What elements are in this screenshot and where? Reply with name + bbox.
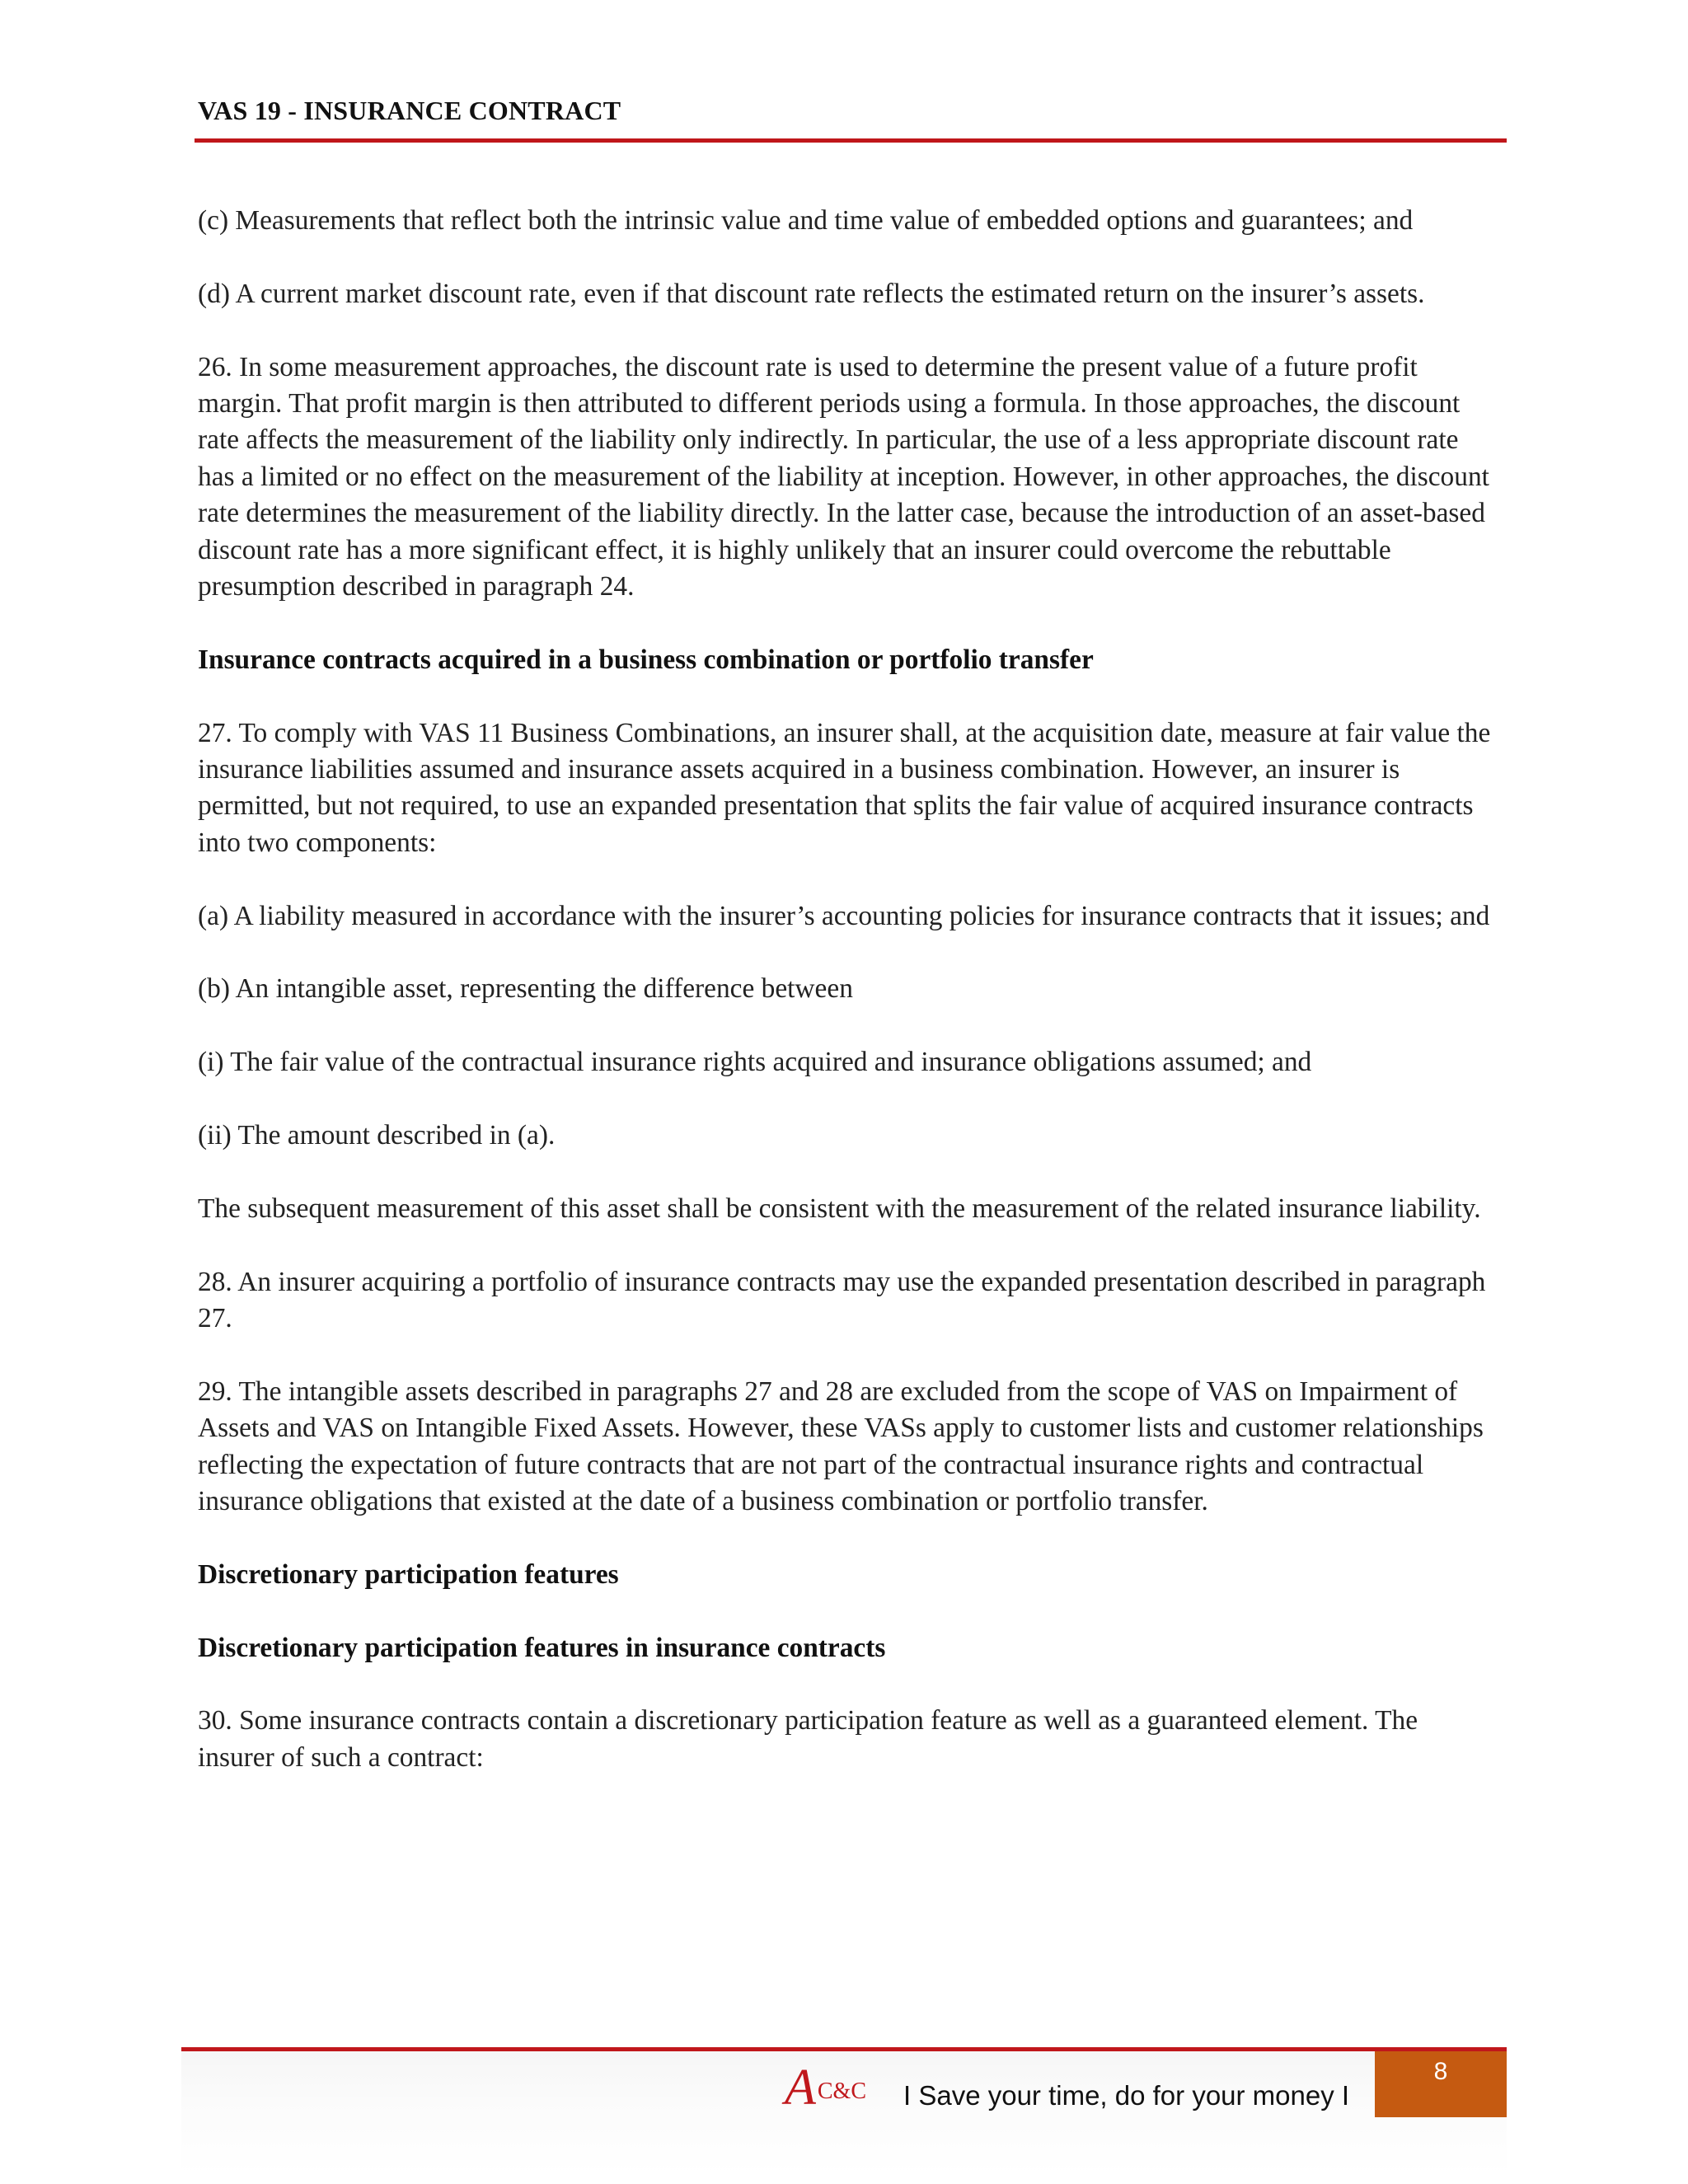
paragraph-ii-amount: (ii) The amount described in (a). (198, 1120, 556, 1151)
paragraph-26: 26. In some measurement approaches, the discount rate is used to determine the present value of a future profit margin. That profit margin is then attributed to different periods using a formula. In those approaches, the discount rate affects the measurement of the liability only indirectly. In particular, the use of a less appropriate discount rate has a limited or no effect on the measurement of the liability at inception. However, in other approaches, the discount rate determines the measurement of the liability directly. In the latter case, because the introduction of an asset-based discount rate has a more significant effect, it is highly unlikely that an insurer could overcome the rebuttable presumption described in paragraph 24. (198, 351, 1489, 602)
page-number: 8 (1433, 2058, 1448, 2085)
header-title: VAS 19 - INSURANCE CONTRACT (198, 96, 621, 125)
paragraph-subsequent-measurement: The subsequent measurement of this asset shall be consistent with the measurement of the related insurance liability. (198, 1193, 1481, 1224)
paragraph-i-fair-value: (i) The fair value of the contractual insurance rights acquired and insurance obligations assumed; and (198, 1047, 1312, 1078)
paragraph-d-discount-rate: (d) A current market discount rate, even if that discount rate reflects the estimated return on the insurer’s assets. (198, 278, 1425, 309)
paragraph-30: 30. Some insurance contracts contain a discretionary participation feature as well as a guaranteed element. The insurer of such a contract: (198, 1705, 1418, 1773)
section-heading-discretionary-features: Discretionary participation features (198, 1558, 619, 1590)
footer-rule (181, 2047, 1507, 2051)
company-logo (785, 2057, 867, 2116)
paragraph-28: 28. An insurer acquiring a portfolio of insurance contracts may use the expanded presentation described in paragraph 27. (198, 1266, 1486, 1334)
paragraph-c-measurements: (c) Measurements that reflect both the intrinsic value and time value of embedded options and guarantees; and (198, 205, 1414, 236)
paragraph-a-liability: (a) A liability measured in accordance with the insurer’s accounting policies for insurance contracts that it issues; and (198, 900, 1490, 931)
paragraph-27: 27. To comply with VAS 11 Business Combinations, an insurer shall, at the acquisition date, measure at fair value the insurance liabilities assumed and insurance assets acquired in a business combination. However, an insurer is permitted, but not required, to use an expanded presentation that splits the fair value of acquired insurance contracts into two components: (198, 717, 1491, 858)
section-heading-business-combination: Insurance contracts acquired in a business combination or portfolio transfer (198, 644, 1094, 675)
section-heading-discretionary-features-insurance: Discretionary participation features in insurance contracts (198, 1632, 886, 1663)
logo-text: C&C (817, 2079, 867, 2104)
header-rule (195, 138, 1507, 143)
paragraph-b-intangible-asset: (b) An intangible asset, representing the difference between (198, 973, 853, 1005)
page-number-badge (1375, 2051, 1507, 2117)
logo-letter: A (785, 2060, 816, 2116)
paragraph-29: 29. The intangible assets described in paragraphs 27 and 28 are excluded from the scope of VAS on Impairment of Assets and VAS on Intangible Fixed Assets. However, these VASs apply to customer lists and customer relationships reflecting the expectation of future contracts that are not part of the contractual insurance rights and contractual insurance obligations that existed at the date of a business combination or portfolio transfer. (198, 1376, 1484, 1517)
footer-tagline: I Save your time, do for your money I (903, 2080, 1350, 2111)
document-body (198, 203, 1500, 1813)
